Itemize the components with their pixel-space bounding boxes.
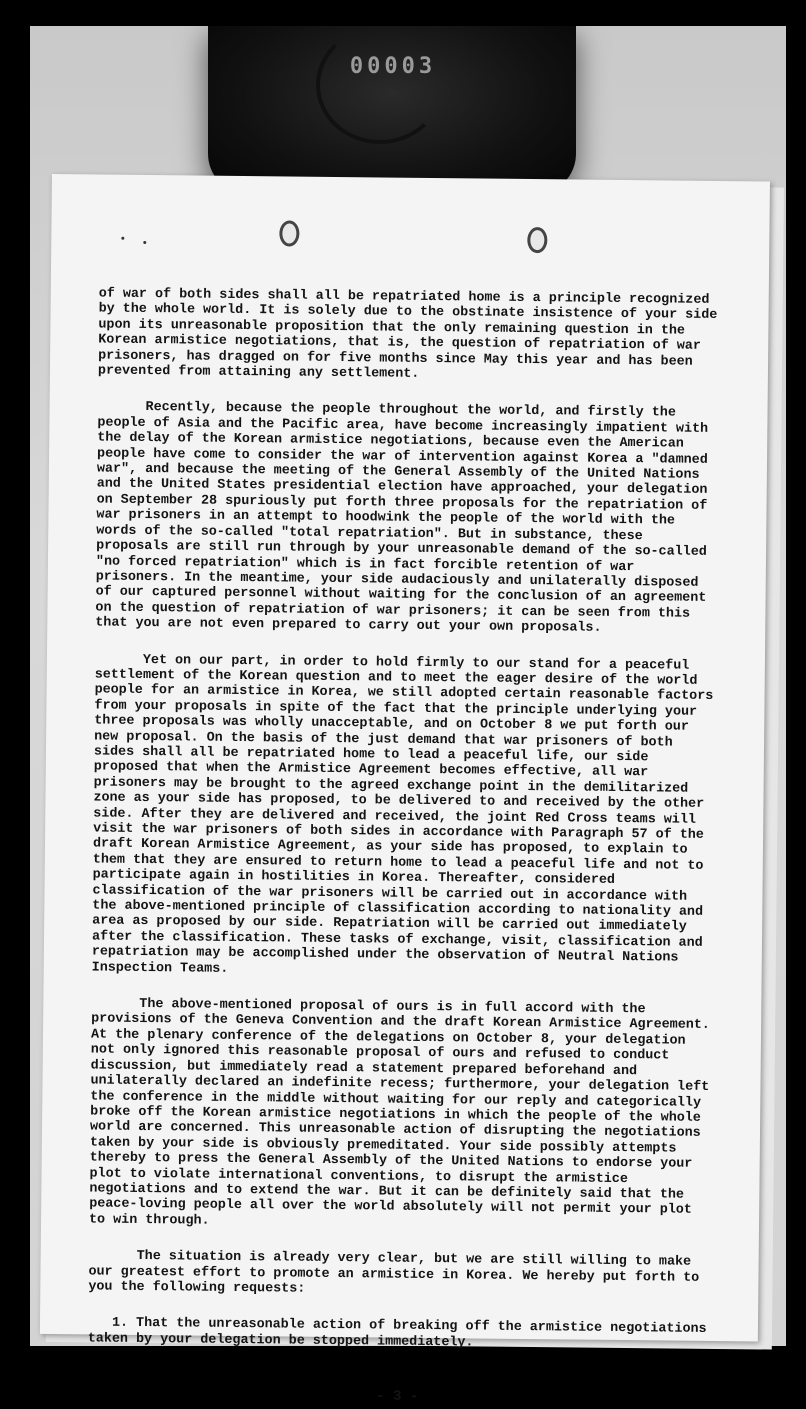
frame-number: 00003 (349, 54, 437, 79)
binder-clip (208, 26, 576, 194)
request-item: 1. That the unreasonable action of breaking off the armistice negotiations taken by your delegation be stopped immediately. (87, 1316, 715, 1351)
paragraph-geneva: The above-mentioned proposal of ours is in full accord with the provisions of the Geneva Convention and the draft Korean Armistice Agreement. At the plenary conference of the delegations on October 8, your delegation not only ignored this reasonable proposal of ours and refused to conduct discussion, but immediately read a statement prepared beforehand and unilaterally declared an indefinite recess; furthermore, your delegation left the conference in the middle without waiting for our reply and categorically broke off the Korean armistice negotiations in which the people of the whole world are concerned. This unreasonable action of disrupting the negotiations taken by your side is obviously premeditated. Your side possibly attempts thereby to press the General Assembly of the United Nations to endorse your plot to violate international conventions, to disrupt the armistice negotiations and to extend the war. But it can be definitely said that the peace-loving people all over the world absolutely will not permit your plot to win through. (88, 997, 718, 1229)
document-page (40, 174, 770, 1405)
document-body (87, 286, 726, 1405)
punch-hole-icon (527, 227, 547, 253)
paragraph-our-proposal: Yet on our part, in order to hold firmly to our stand for a peaceful settlement of the Korean question and to meet the eager desire of the world people for an armistice in Korea, we still adopted certain reasonable factors from your proposals in spite of the fact that the principle underlying your three proposals was wholly unacceptable, and on October 8 we put forth our new proposal. On the basis of the just demand that war prisoners of both sides shall all be repatriated home to lead a peaceful life, our side proposed that when the Armistice Agreement becomes effective, all war prisoners may be brought to the agreed exchange point in the demilitarized zone as your side has proposed, to be delivered to and received by the other side. After they are delivered and received, the joint Red Cross teams will visit the war prisoners of both sides in accordance with Paragraph 57 of the draft Korean Armistice Agreement, as your side has proposed, to explain to them that they are ensured to return home to lead a peaceful life and not to participate again in hostilities in Korea. Thereafter, considered classification of the war prisoners will be carried out in accordance with the above-mentioned principle of classification according to nationality and area as proposed by our side. Repatriation will be carried out immediately after the classification. These tasks of exchange, visit, classification and repatriation may be accomplished under the observation of Neutral Nations Inspection Teams. (91, 652, 722, 977)
paragraph-situation: The situation is already very clear, but we are still willing to make our greatest effort to promote an armistice in Korea. We hereby put forth to you the following requests: (88, 1249, 708, 1297)
paragraph-recently: Recently, because the people throughout the world, and firstly the people of Asia and the Pacific area, have become increasingly impatient with the delay of the Korean armistice negotiations, because even the American people have come to consider the war of intervention against Korea a "damned war", and because the meeting of the General Assembly of the United Nations and the United States presidential election have approached, your delegation on September 28 spuriously put forth three proposals for the repatriation of war prisoners in an attempt to hoodwink the people of the world with the words of the so-called "total repatriation". But in substance, these proposals are still run through by your unreasonable demand of the so-called "no forced repatriation" which is in fact forcible retention of war prisoners. In the meantime, your side audaciously and unilaterally disposed of our captured personnel without waiting for the conclusion of an agreement on the question of repatriation of war prisoners; it can be seen from this that you are not even prepared to carry out your own proposals. (95, 400, 717, 636)
margin-mark (121, 237, 124, 240)
punch-hole-icon (279, 220, 299, 246)
page-number: - 3 - (376, 1388, 419, 1405)
clip-wire (316, 26, 444, 144)
margin-mark (143, 241, 146, 244)
paragraph-continuation: of war of both sides shall all be repatriated home is a principle recognized by the whole world. It is solely due to the obstinate insistence of your side upon its unreasonable proposition that the only remaining question in the Korean armistice negotiations, that is, the question of repatriation of war prisoners, has dragged on for five months since May this year and has been prevented from attaining any settlement. (97, 286, 726, 382)
